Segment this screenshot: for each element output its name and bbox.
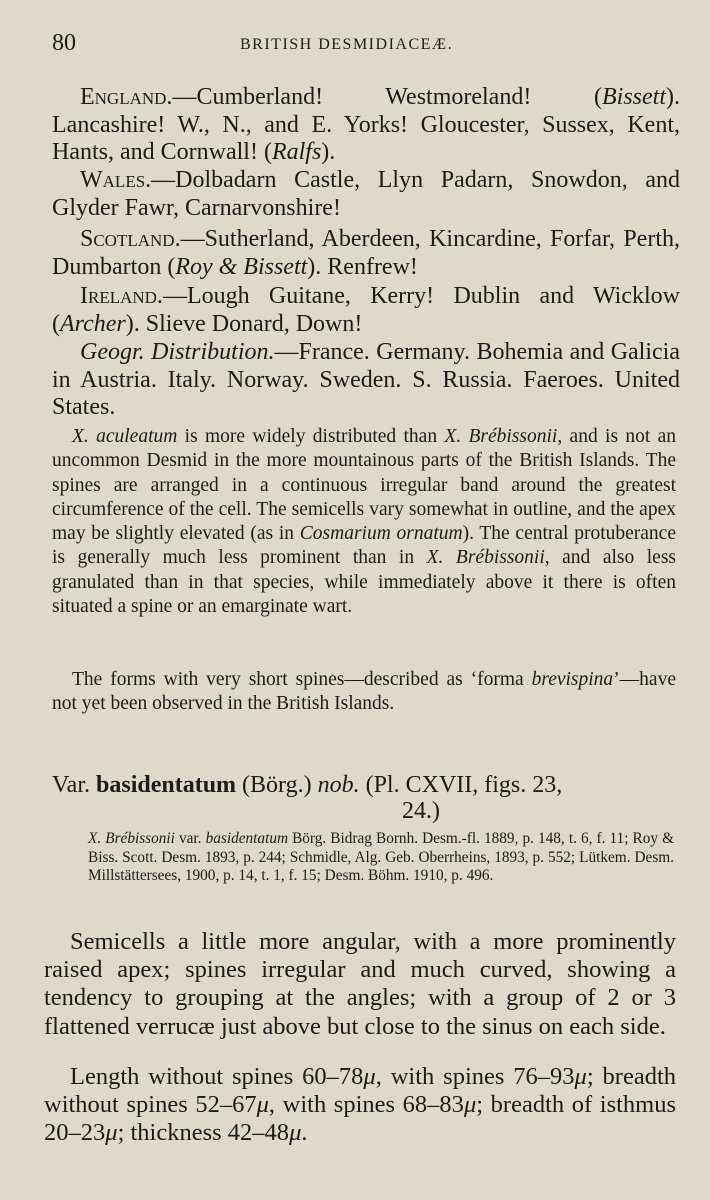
variety-name: basidentatum: [96, 772, 237, 798]
page-header: [0, 30, 710, 70]
page-number: 80: [52, 30, 76, 56]
notes-paragraph-2: The forms with very short spines—described as ‘forma brevispina’—have not yet been observed in the British Islands.: [52, 669, 676, 715]
geogr-label: Geogr. Distribution.: [80, 339, 275, 365]
description-paragraph-1: Semicells a little more angular, with a more prominently raised apex; spines irregular and much curved, showing a tendency to grouping at the angles; with a group of 2 or 3 flattened verrucæ just above but close to the sinus on each side.: [44, 928, 676, 1040]
notes-paragraph-1: X. aculeatum is more widely distributed than X. Brébissonii, and is not an uncommon Desmid in the more mountainous parts of the British Islands. The spines are arranged in a continuous irregular band around the greatest circumference of the cell. The semicells vary somewhat in outline, and the apex may be slightly elevated (as in Cosmarium ornatum). The central protuberance is generally much less prominent than in X. Brébissonii, and also less granulated than in that species, while immediately above it there is often situated a spine or an emarginate wart.: [52, 426, 677, 618]
geographical-distribution: Geogr. Distribution.—France. Germany. Bohemia and Galicia in Austria. Italy. Norway. Sweden. S. Russia. Faeroes. United States.: [52, 339, 680, 421]
region-label: England.: [80, 84, 173, 110]
region-label: Wales.: [80, 167, 152, 193]
distribution-ireland: Ireland.—Lough Guitane, Kerry! Dublin and Wicklow (Archer). Slieve Donard, Down!: [52, 283, 680, 337]
running-head: BRITISH DESMIDIACEÆ.: [240, 36, 454, 53]
description-measurements: Length without spines 60–78μ, with spines 76–93μ; breadth without spines 52–67μ, with spines 68–83μ; breadth of isthmus 20–23μ; thickness 42–48μ.: [44, 1063, 677, 1147]
distribution-scotland: Scotland.—Sutherland, Aberdeen, Kincardine, Forfar, Perth, Dumbarton (Roy & Bissett). Renfrew!: [52, 226, 680, 280]
synonymy-reference: X. Brébissonii var. basidentatum Börg. Bidrag Bornh. Desm.-fl. 1889, p. 148, t. 6, f. 11; Roy & Biss. Scott. Desm. 1893, p. 244; Schmidle, Alg. Geb. Oberrheins, 1893, p. 552; Lütkem. Desm. Millstättersees, 1900, p. 14, t. 1, f. 15; Desm. Böhm. 1910, p. 496.: [88, 830, 674, 885]
region-label: Scotland.: [80, 226, 181, 252]
variety-heading: Var. basidentatum (Börg.) nob. (Pl. CXVII, figs. 23, 24.): [52, 772, 563, 824]
region-label: Ireland.: [80, 283, 163, 309]
distribution-england: England.—Cumberland! Westmoreland! (Bissett). Lancashire! W., N., and E. Yorks! Gloucester, Sussex, Kent, Hants, and Cornwall! (Ralfs).: [52, 84, 680, 166]
distribution-wales: Wales.—Dolbadarn Castle, Llyn Padarn, Snowdon, and Glyder Fawr, Carnarvonshire!: [52, 167, 680, 221]
